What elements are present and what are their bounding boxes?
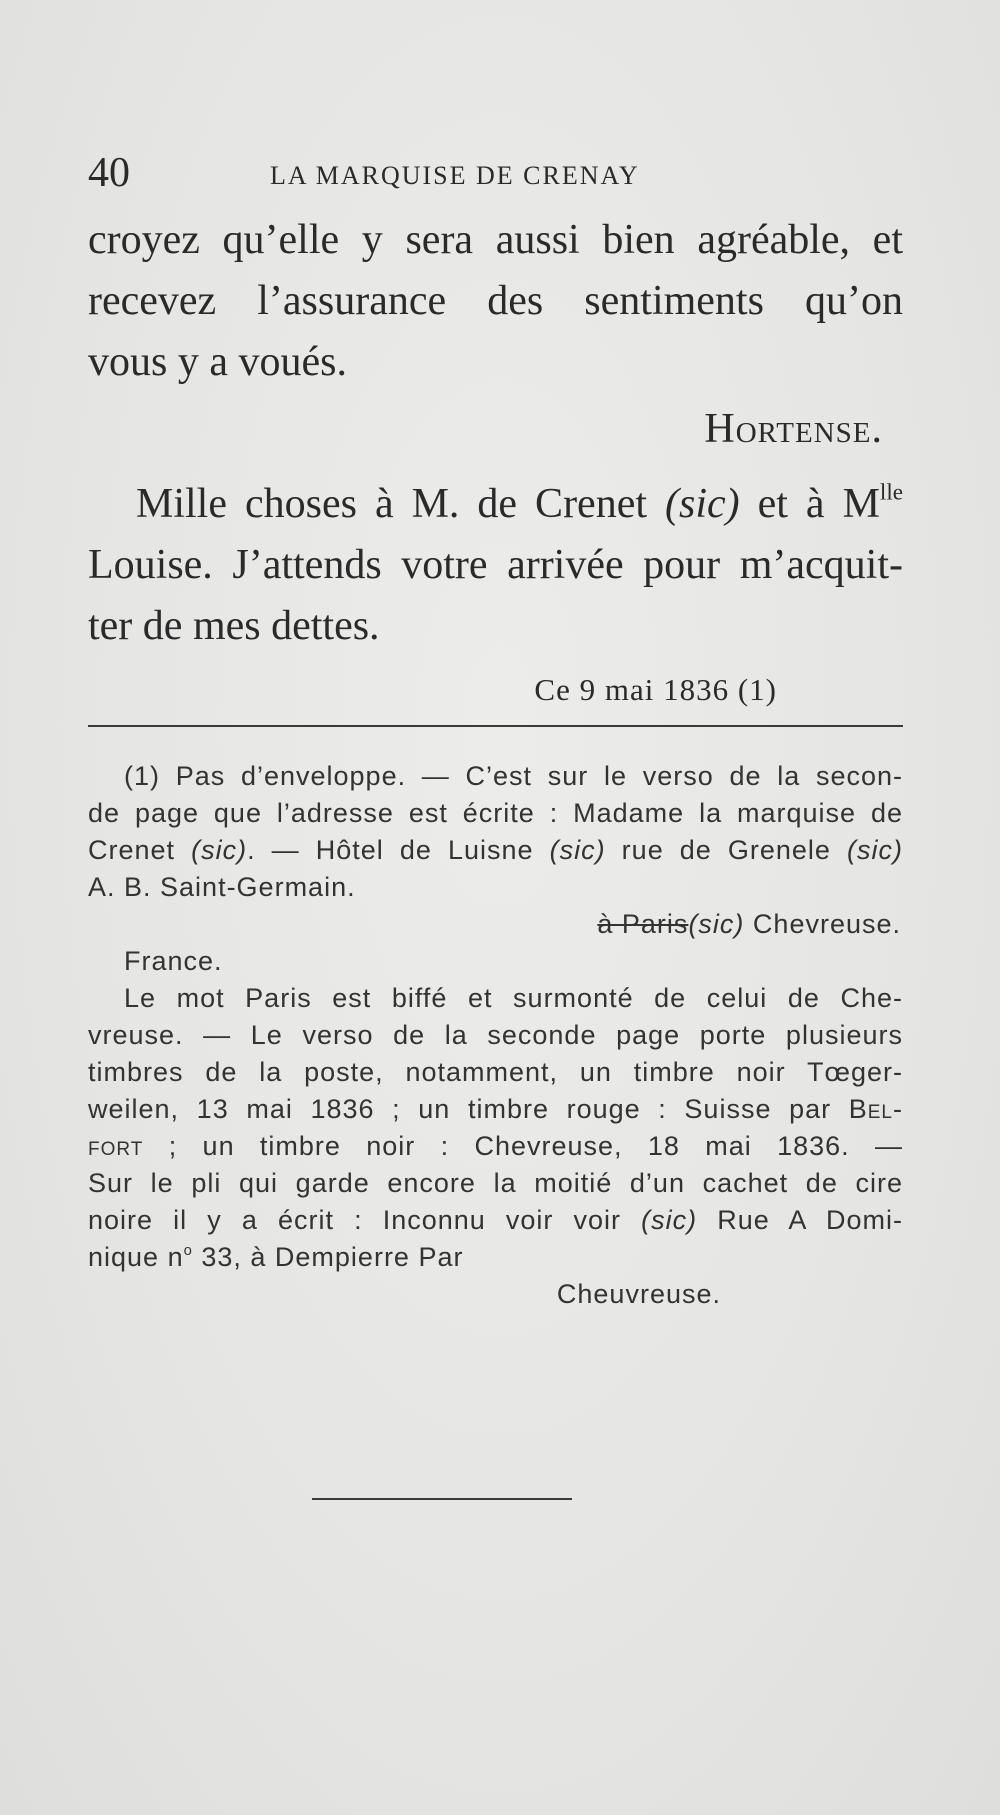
letter-body — [88, 210, 903, 720]
fn-text: weilen, 13 mai 1836 ; un timbre rouge : Suisse par — [88, 1094, 849, 1124]
footnote-line — [88, 1202, 903, 1239]
struck-text: à Paris — [597, 909, 689, 939]
footnote-line — [88, 832, 903, 869]
closing-rule — [312, 1498, 572, 1500]
fn-text: . — Hôtel de Luisne — [247, 835, 550, 865]
page-header — [88, 148, 908, 198]
footnote-line: Cheuvreuse. — [556, 1279, 721, 1309]
fn-text: Rue A Domi- — [697, 1205, 904, 1235]
postscript-line-2: Louise. J’attends votre arrivée pour m’acquit- — [88, 542, 903, 588]
footnote-divider — [88, 725, 903, 727]
letter-line-3: vous y a voués. — [88, 339, 347, 385]
sic-note: (sic) — [665, 481, 740, 527]
footnote-line: Le mot Paris est biffé et surmonté de celui de Che- — [124, 983, 903, 1013]
footnote-line: de page que l’adresse est écrite : Madame la marquise de — [88, 798, 903, 828]
footnote-line — [88, 1091, 903, 1128]
letter-line-1: croyez qu’elle y sera aussi bien agréable, et — [88, 217, 903, 263]
footnote-line: Sur le pli qui garde encore la moitié d’un cachet de cire — [88, 1168, 903, 1198]
fn-text: Chevreuse. — [744, 909, 901, 939]
letter-date: Ce 9 mai 1836 (1) — [534, 672, 777, 707]
sic-note: (sic) — [688, 909, 745, 939]
footnote-line: A. B. Saint-Germain. — [88, 872, 356, 902]
small-caps-text: fort — [88, 1131, 144, 1161]
signature: Hortense. — [704, 406, 883, 452]
sic-note: (sic) — [641, 1205, 698, 1235]
fn-text: ; un timbre noir : Chevreuse, 18 mai 1836. — — [143, 1131, 903, 1161]
fn-text: Crenet — [88, 835, 192, 865]
postscript-line-1 — [88, 474, 903, 535]
footnote-line: vreuse. — Le verso de la seconde page porte plusieurs — [88, 1020, 903, 1050]
sic-note: (sic) — [549, 835, 606, 865]
footnote-line: (1) Pas d’enveloppe. — C’est sur le verso de la secon- — [124, 761, 903, 791]
ps-text: Mille choses à M. de Crenet — [136, 481, 665, 527]
footnote — [88, 758, 903, 1313]
fn-text: noire il y a écrit : Inconnu voir voir — [88, 1205, 642, 1235]
footnote-line — [88, 906, 903, 943]
footnote-line — [88, 1128, 903, 1165]
sic-note: (sic) — [847, 835, 904, 865]
superscript: lle — [879, 478, 904, 505]
postscript — [88, 474, 903, 657]
ps-text: et à M — [739, 481, 880, 527]
running-title: LA MARQUISE DE CRENAY — [270, 161, 640, 190]
fn-text: 33, à Dempierre Par — [192, 1242, 464, 1272]
fn-text: rue de Grenele — [605, 835, 848, 865]
superscript: o — [183, 1242, 193, 1259]
footnote-line — [88, 1239, 903, 1276]
footnote-line: timbres de la poste, notamment, un timbre noir Tœger- — [88, 1057, 903, 1087]
page-number: 40 — [88, 150, 130, 196]
postscript-line-3: ter de mes dettes. — [88, 603, 380, 649]
footnote-line: France. — [124, 946, 223, 976]
fn-text: nique n — [88, 1242, 184, 1272]
sic-note: (sic) — [191, 835, 248, 865]
letter-line-2: recevez l’assurance des sentiments qu’on — [88, 278, 903, 324]
small-caps-text: Bel- — [848, 1094, 903, 1124]
